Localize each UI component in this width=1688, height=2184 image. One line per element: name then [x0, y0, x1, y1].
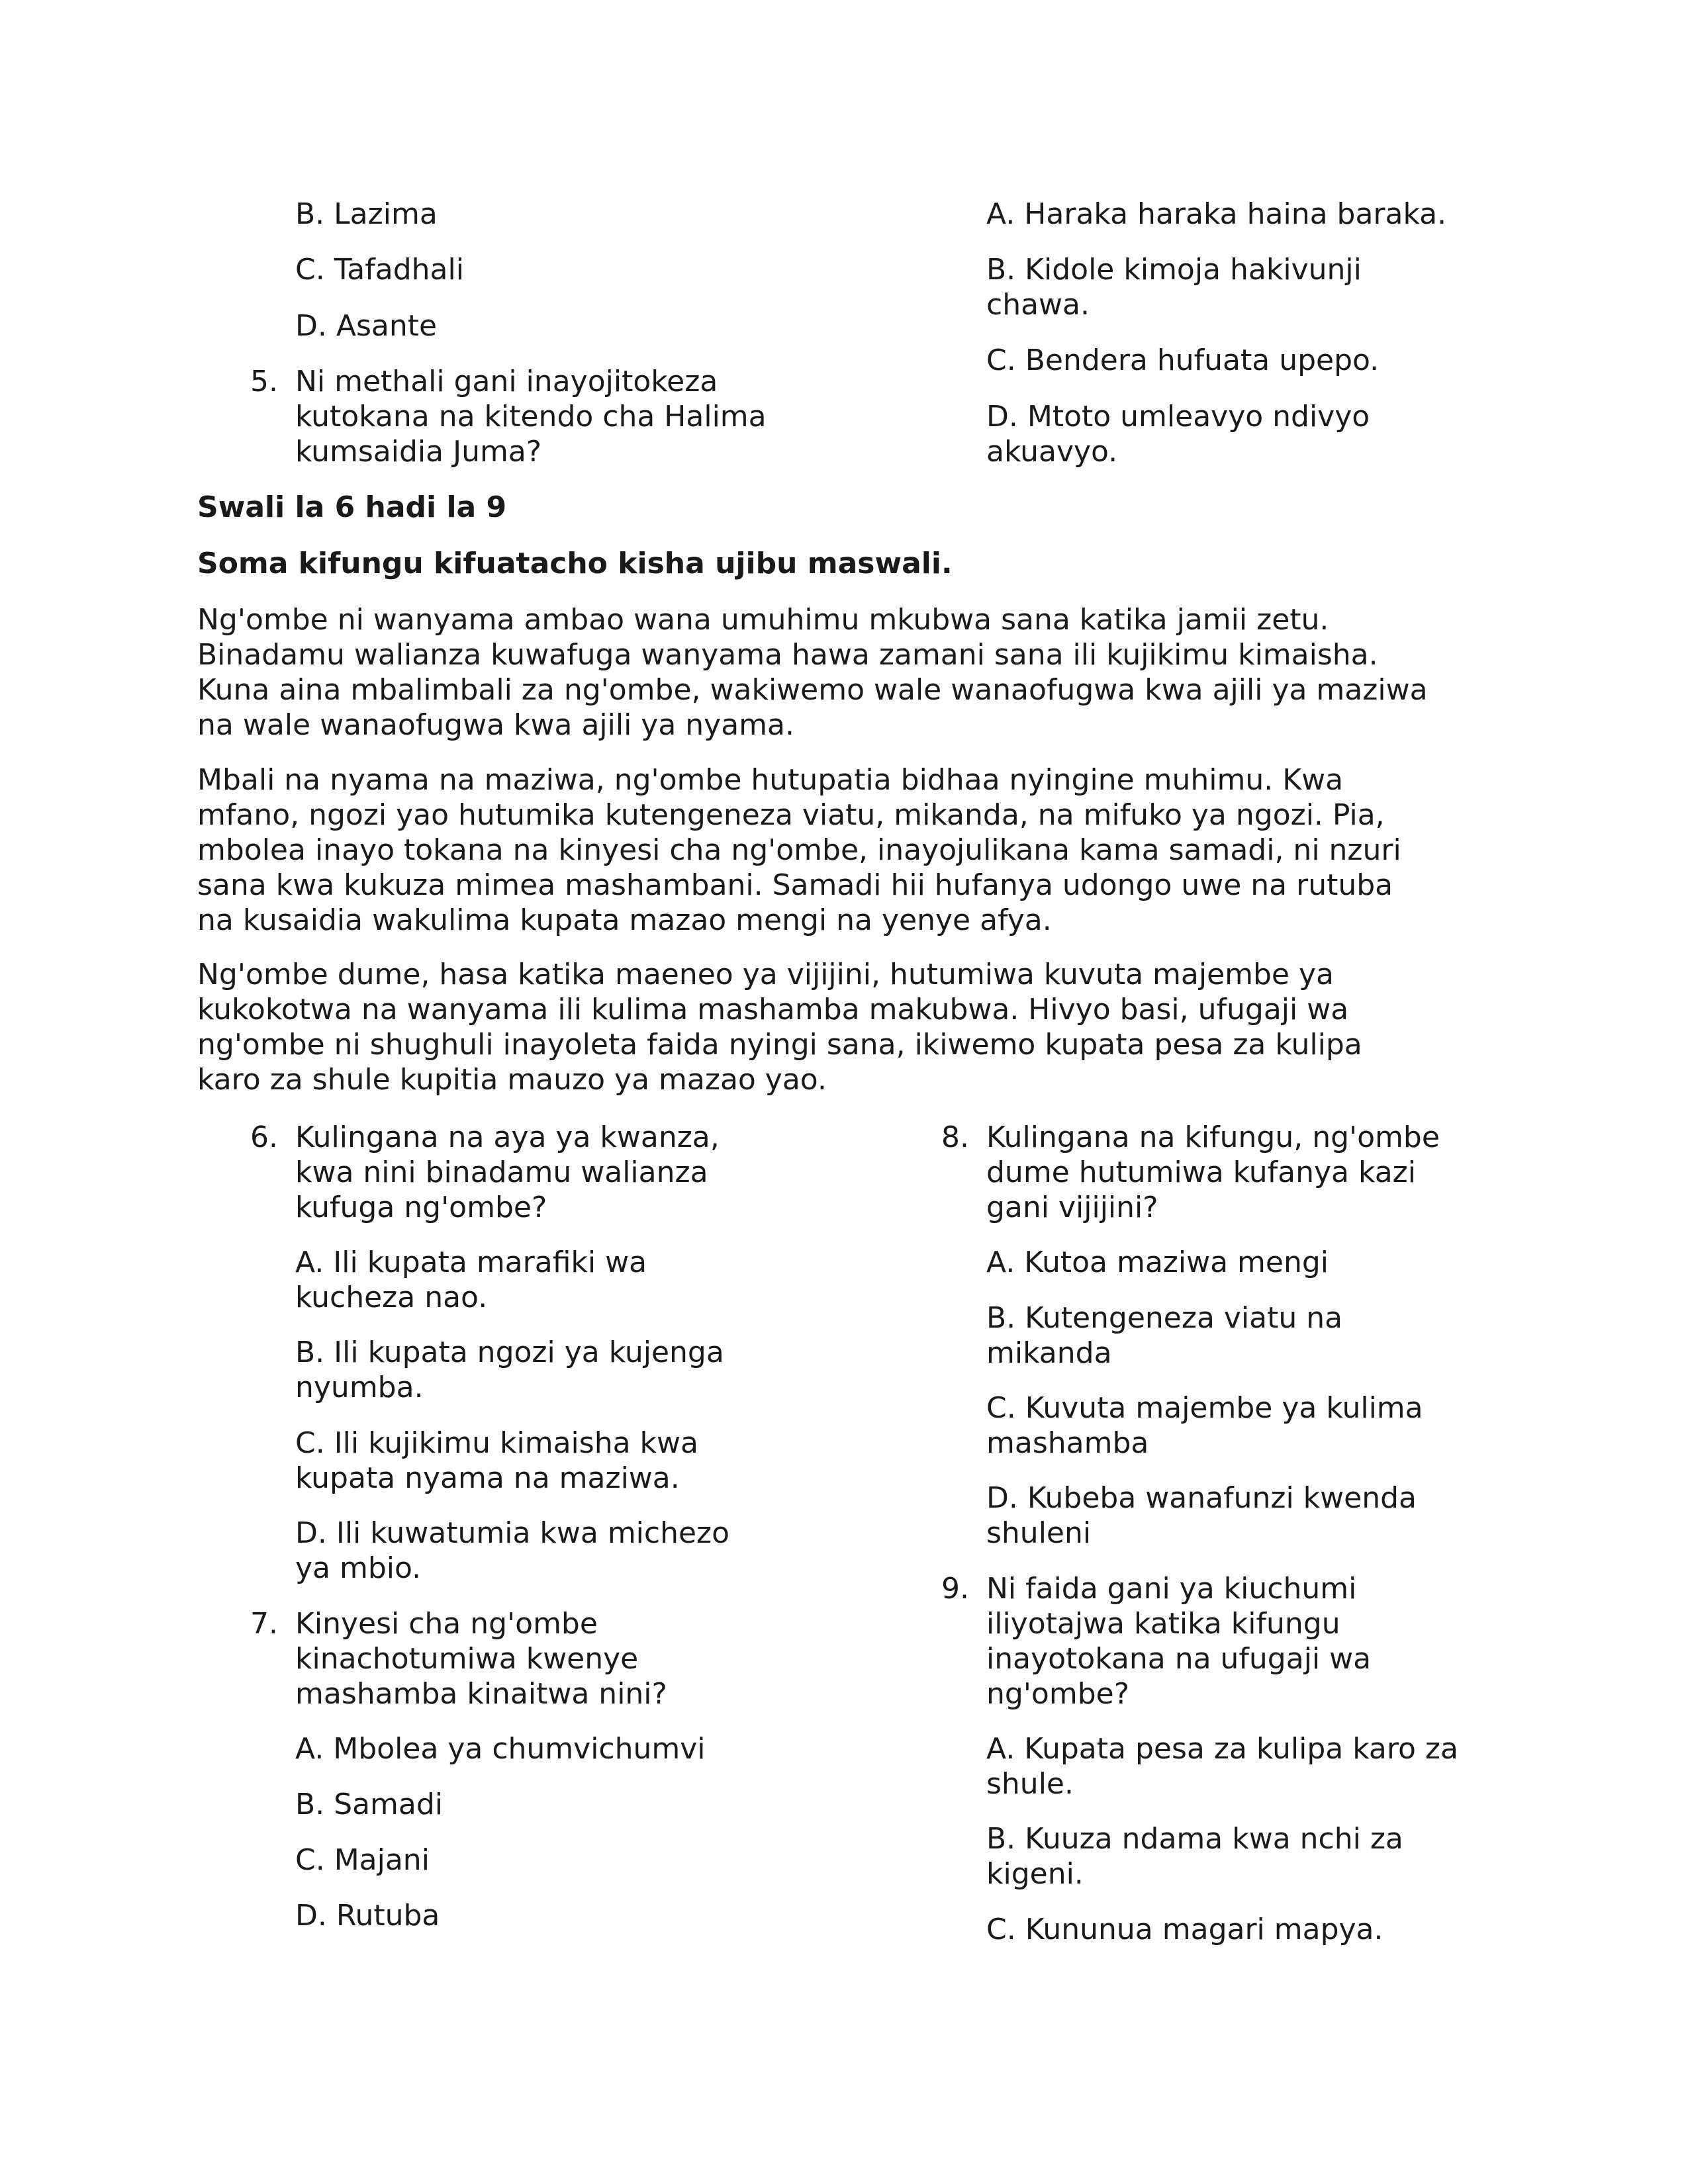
question-number: 8. — [941, 1120, 969, 1154]
q5-option-d: D. Mtoto umleavyo ndivyo akuavyo. — [986, 400, 1370, 469]
q4-option-d: D. Asante — [295, 309, 438, 343]
question-number: 9. — [941, 1572, 969, 1606]
q7-option-d: D. Rutuba — [295, 1899, 440, 1933]
q9-option-b: B. Kuuza ndama kwa nchi za kigeni. — [986, 1822, 1403, 1891]
q5-option-b: B. Kidole kimoja hakivunji chawa. — [986, 253, 1362, 322]
q8-option-d: D. Kubeba wanafunzi kwenda shuleni — [986, 1481, 1417, 1550]
passage-paragraph-1: Ng'ombe ni wanyama ambao wana umuhimu mkubwa sana katika jamii zetu. Binadamu walianza kuwafuga wanyama hawa zamani sana ili kujikimu kimaisha. Kuna aina mbalimbali za ng'ombe, wakiwemo wale wanaofugwa kwa ajili ya maziwa na wale wanaofugwa kwa ajili ya nyama. — [197, 603, 1428, 742]
q6-option-c: C. Ili kujikimu kimaisha kwa kupata nyama na maziwa. — [295, 1426, 698, 1495]
q5-option-c: C. Bendera hufuata upepo. — [986, 343, 1380, 377]
q7-option-a: A. Mbolea ya chumvichumvi — [295, 1732, 706, 1766]
q7-option-c: C. Majani — [295, 1843, 430, 1877]
q6-option-a: A. Ili kupata marafiki wa kucheza nao. — [295, 1246, 647, 1314]
question-text: Kulingana na kifungu, ng'ombe dume hutumiwa kufanya kazi gani vijijini? — [986, 1120, 1440, 1224]
q9-option-c: C. Kununua magari mapya. — [986, 1913, 1383, 1946]
q6-option-b: B. Ili kupata ngozi ya kujenga nyumba. — [295, 1336, 724, 1404]
q5-option-a: A. Haraka haraka haina baraka. — [986, 197, 1447, 231]
question-text: Ni methali gani inayojitokeza kutokana na kitendo cha Halima kumsaidia Juma? — [295, 365, 767, 469]
q8-option-b: B. Kutengeneza viatu na mikanda — [986, 1301, 1343, 1370]
q7-option-b: B. Samadi — [295, 1788, 444, 1821]
question-text: Kinyesi cha ng'ombe kinachotumiwa kwenye mashamba kinaitwa nini? — [295, 1607, 667, 1711]
q6-option-d: D. Ili kuwatumia kwa michezo ya mbio. — [295, 1516, 730, 1585]
question-text: Kulingana na aya ya kwanza, kwa nini binadamu walianza kufuga ng'ombe? — [295, 1120, 720, 1224]
question-number: 7. — [250, 1607, 278, 1641]
question-number: 5. — [250, 365, 278, 398]
question-number: 6. — [250, 1120, 278, 1154]
q8-option-a: A. Kutoa maziwa mengi — [986, 1246, 1329, 1279]
q8-option-c: C. Kuvuta majembe ya kulima mashamba — [986, 1391, 1423, 1460]
q4-option-c: C. Tafadhali — [295, 253, 464, 287]
section-instruction: Soma kifungu kifuatacho kisha ujibu maswali. — [197, 547, 953, 580]
passage-paragraph-2: Mbali na nyama na maziwa, ng'ombe hutupatia bidhaa nyingine muhimu. Kwa mfano, ngozi yao hutumika kutengeneza viatu, mikanda, na mifuko ya ngozi. Pia, mbolea inayo tokana na kinyesi cha ng'ombe, inayojulikana kama samadi, ni nzuri sana kwa kukuza mimea mashambani. Samadi hii hufanya udongo uwe na rutuba na kusaidia wakulima kupata mazao mengi na yenye afya. — [197, 763, 1401, 937]
q9-option-a: A. Kupata pesa za kulipa karo za shule. — [986, 1732, 1458, 1801]
section-heading: Swali la 6 hadi la 9 — [197, 490, 507, 524]
passage-paragraph-3: Ng'ombe dume, hasa katika maeneo ya vijijini, hutumiwa kuvuta majembe ya kukokotwa na wanyama ili kulima mashamba makubwa. Hivyo basi, ufugaji wa ng'ombe ni shughuli inayoleta faida nyingi sana, ikiwemo kupata pesa za kulipa karo za shule kupitia mauzo ya mazao yao. — [197, 958, 1362, 1097]
question-text: Ni faida gani ya kiuchumi iliyotajwa katika kifungu inayotokana na ufugaji wa ng'ombe? — [986, 1572, 1372, 1711]
q4-option-b: B. Lazima — [295, 197, 438, 231]
